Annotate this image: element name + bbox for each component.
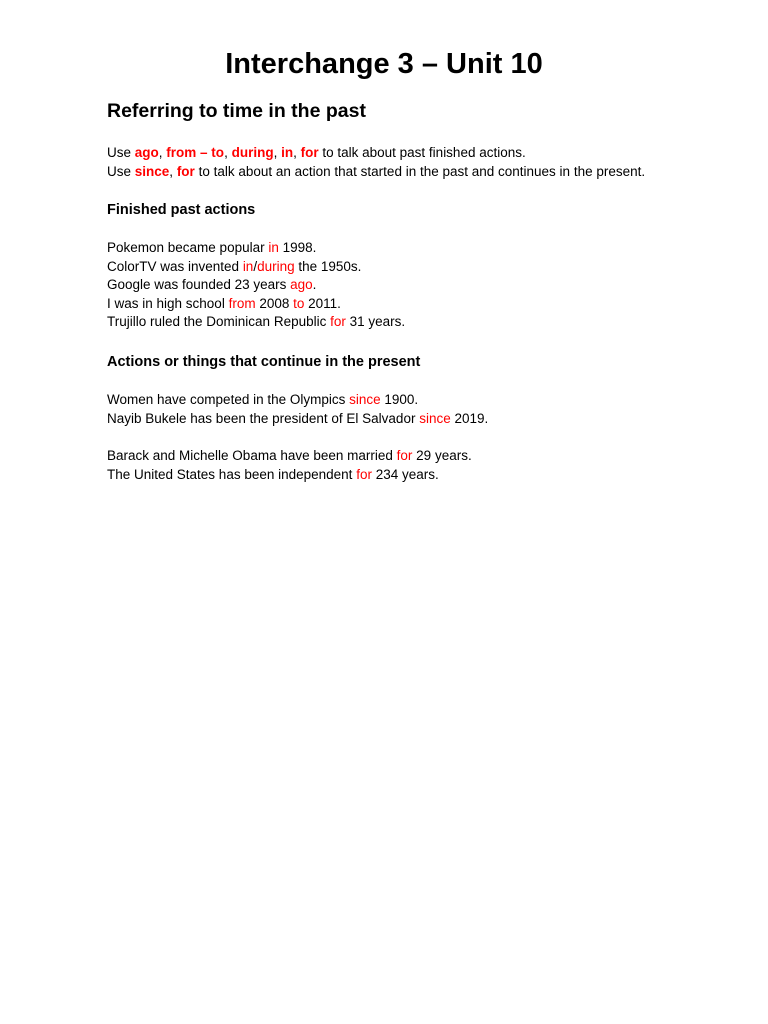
continuing-examples-since bbox=[107, 391, 488, 428]
text-run: . bbox=[312, 277, 317, 293]
page-title: Interchange 3 – Unit 10 bbox=[225, 48, 543, 80]
subheading-finished-past-actions: Finished past actions bbox=[107, 202, 256, 218]
example-sentence bbox=[107, 391, 488, 410]
text-run: to talk about past finished actions. bbox=[318, 145, 526, 160]
text-run: 31 years. bbox=[345, 314, 406, 330]
keyword-since: since bbox=[349, 392, 381, 407]
text-run: , bbox=[224, 145, 232, 160]
keyword-for: for bbox=[176, 163, 195, 179]
keyword-during: during bbox=[231, 145, 274, 160]
text-run: The United States has been independent bbox=[107, 466, 357, 482]
intro-line-continuing bbox=[107, 163, 645, 182]
text-run: Pokemon became popular bbox=[107, 240, 269, 255]
text-run: , bbox=[273, 145, 282, 160]
subheading-continuing-actions: Actions or things that continue in the present bbox=[107, 354, 421, 370]
keyword-during: during bbox=[257, 258, 295, 274]
text-run: Barack and Michelle Obama have been married bbox=[107, 448, 397, 463]
text-run: the 1950s. bbox=[294, 258, 362, 274]
finished-examples-list bbox=[107, 239, 405, 332]
text-run: I was in high school bbox=[107, 295, 229, 311]
text-run: , bbox=[169, 163, 177, 179]
keyword-for: for bbox=[300, 145, 319, 160]
example-sentence bbox=[107, 466, 472, 485]
intro-line-finished bbox=[107, 144, 645, 163]
text-run: 234 years. bbox=[371, 466, 439, 482]
keyword-in: in bbox=[242, 258, 254, 274]
example-sentence bbox=[107, 295, 405, 314]
text-run: to talk about an action that started in the past and continues in the present. bbox=[194, 163, 646, 179]
example-sentence bbox=[107, 447, 472, 466]
text-run: ColorTV was invented bbox=[107, 258, 243, 274]
keyword-for: for bbox=[396, 448, 413, 463]
text-run: 1900. bbox=[380, 392, 419, 407]
text-run: 1998. bbox=[278, 240, 317, 255]
keyword-from: from bbox=[228, 295, 256, 311]
text-run: Trujillo ruled the Dominican Republic bbox=[107, 314, 331, 330]
keyword-for: for bbox=[356, 466, 372, 482]
text-run: 2019. bbox=[450, 410, 489, 426]
example-sentence bbox=[107, 313, 405, 332]
keyword-from-to: from – to bbox=[166, 145, 225, 160]
keyword-ago: ago bbox=[134, 145, 159, 160]
text-run: 29 years. bbox=[412, 448, 472, 463]
keyword-since: since bbox=[419, 410, 451, 426]
keyword-in: in bbox=[281, 145, 294, 160]
text-run: , bbox=[293, 145, 301, 160]
keyword-since: since bbox=[134, 163, 170, 179]
example-sentence bbox=[107, 276, 405, 295]
example-sentence bbox=[107, 239, 405, 258]
keyword-to: to bbox=[293, 295, 305, 311]
section-heading: Referring to time in the past bbox=[107, 100, 366, 122]
keyword-in: in bbox=[268, 240, 279, 255]
text-run: 2008 bbox=[255, 295, 294, 311]
text-run: Women have competed in the Olympics bbox=[107, 392, 350, 407]
example-sentence bbox=[107, 258, 405, 277]
text-run: / bbox=[253, 258, 258, 274]
text-run: Google was founded 23 years bbox=[107, 277, 291, 293]
text-run: Use bbox=[107, 163, 135, 179]
keyword-ago: ago bbox=[290, 277, 313, 293]
intro-paragraph bbox=[107, 144, 645, 181]
text-run: Nayib Bukele has been the president of El Salvador bbox=[107, 410, 420, 426]
continuing-examples-for bbox=[107, 447, 472, 484]
text-run: 2011. bbox=[304, 295, 341, 311]
example-sentence bbox=[107, 410, 488, 429]
text-run: , bbox=[158, 145, 167, 160]
keyword-for: for bbox=[330, 314, 346, 330]
text-run: Use bbox=[107, 145, 135, 160]
